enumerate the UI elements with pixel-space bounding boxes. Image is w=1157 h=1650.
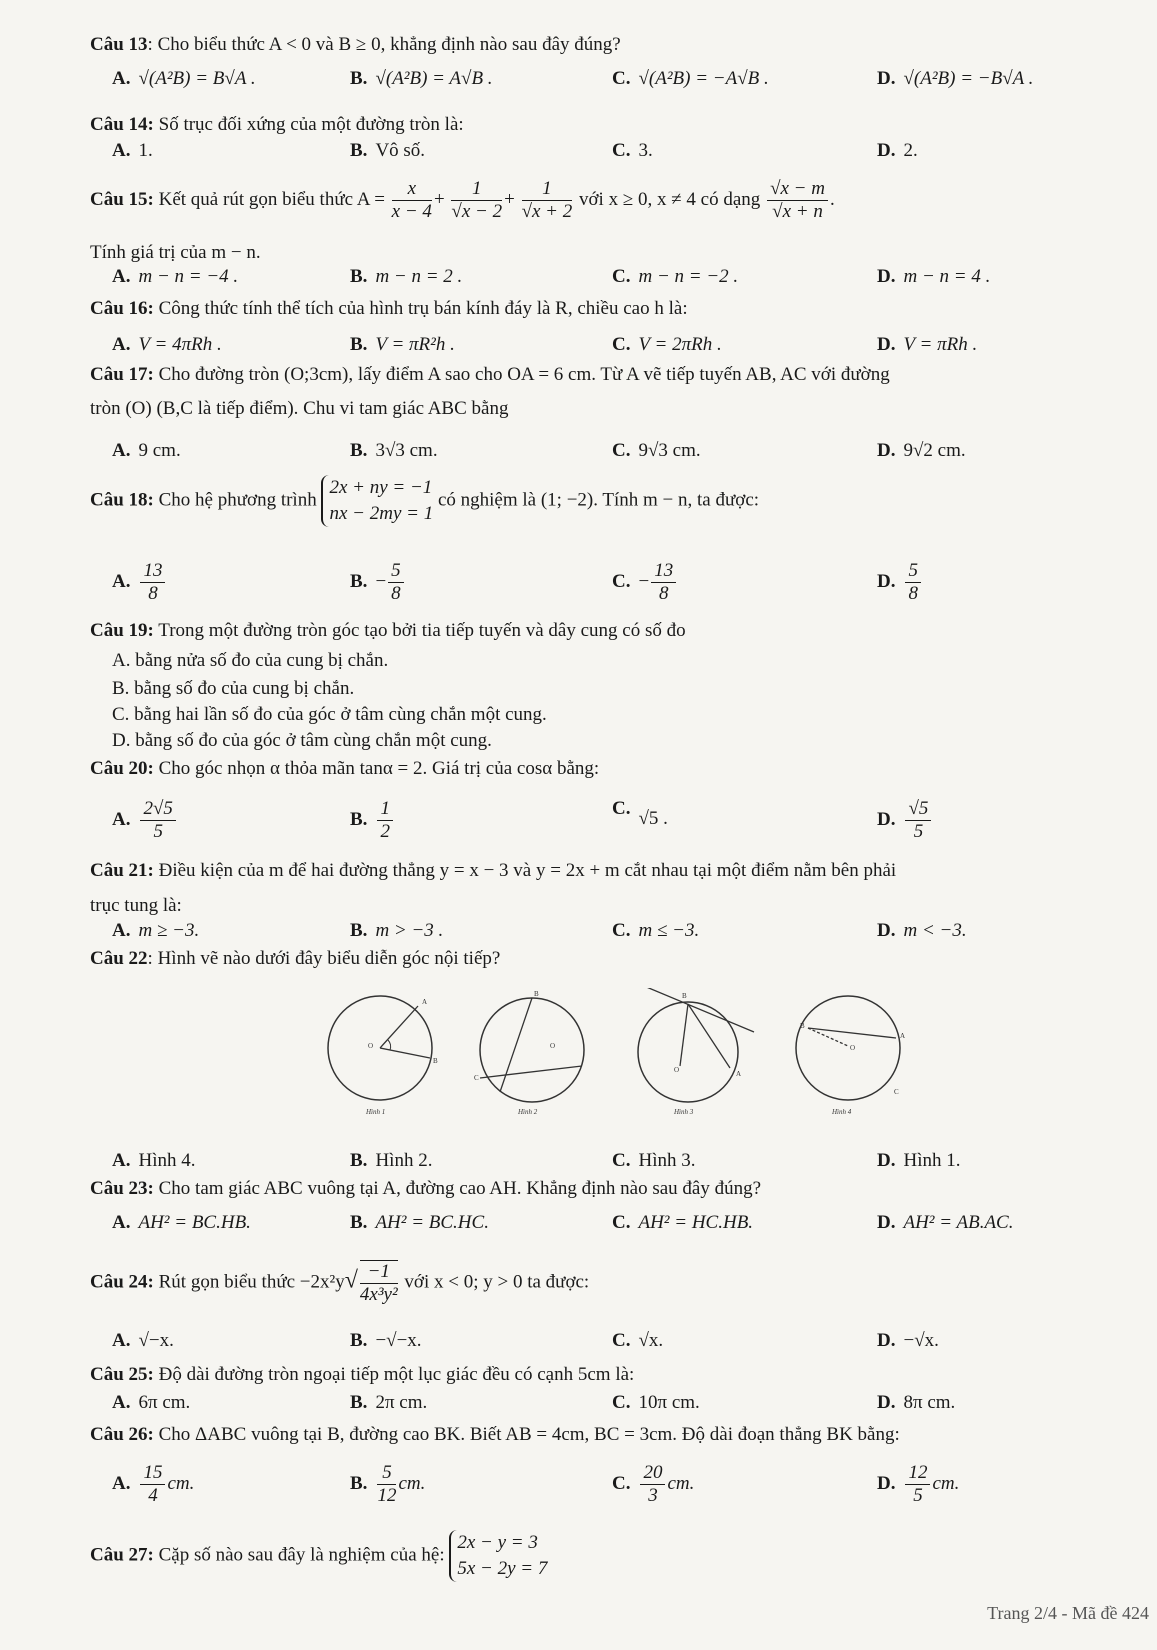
- svg-text:Hình 4: Hình 4: [832, 1108, 852, 1116]
- question-text: Số trục đối xứng của một đường tròn là:: [153, 114, 464, 135]
- question-label: Câu 14:: [90, 114, 154, 135]
- option-d[interactable]: D. bằng số đo của góc ở tâm cùng chắn một cung.: [112, 730, 492, 751]
- figure-1: [318, 988, 448, 1118]
- answer-options-24: [112, 1330, 1122, 1360]
- option-b[interactable]: B. 3√3 cm.: [350, 440, 438, 461]
- answer-options-15: [112, 266, 1122, 296]
- fraction: $\frac{1}{√x + 2}$: [521, 178, 573, 222]
- option-c[interactable]: C. m ≤ −3.: [612, 920, 700, 941]
- question-label: Câu 17:: [90, 364, 154, 385]
- answer-options-14: [112, 140, 1122, 170]
- option-c[interactable]: C. AH² = HC.HB.: [612, 1212, 754, 1233]
- answer-options-26: [112, 1462, 1122, 1512]
- question-text: : Cho biểu thức A < 0 và B ≥ 0, khẳng định nào sau đây đúng?: [147, 34, 621, 55]
- option-d[interactable]: D. −√x.: [877, 1330, 939, 1351]
- answer-options-23: [112, 1212, 1122, 1242]
- option-d[interactable]: D. √(A²B) = −B√A .: [877, 68, 1034, 89]
- svg-text:Hình 3: Hình 3: [674, 1108, 694, 1116]
- option-c[interactable]: C. V = 2πRh .: [612, 334, 722, 355]
- svg-text:A: A: [736, 1070, 742, 1078]
- figure-2: [470, 988, 600, 1118]
- question-text: Cho ΔABC vuông tại B, đường cao BK. Biết AB = 4cm, BC = 3cm. Độ dài đoạn thẳng BK bằng:: [153, 1424, 900, 1445]
- answer-options-20: [112, 798, 1122, 848]
- svg-text:O: O: [674, 1066, 680, 1074]
- svg-text:B: B: [682, 992, 687, 1000]
- option-c[interactable]: C. √x.: [612, 1330, 664, 1351]
- question-label: Câu 26:: [90, 1424, 154, 1445]
- figure-3-drawing: [626, 988, 756, 1118]
- question-23: [90, 1176, 1127, 1202]
- option-b[interactable]: B. $\frac{5}{12}$ cm.: [350, 1462, 426, 1506]
- question-label: Câu 15:: [90, 188, 154, 210]
- option-a[interactable]: A. m ≥ −3.: [112, 920, 200, 941]
- question-24: Câu 24: Rút gọn biểu thức −2x²y√ $\frac{-1}{\text{4x³y²}}$ với x < 0; y > 0 ta được:: [90, 1261, 590, 1305]
- question-label: Câu 24:: [90, 1271, 154, 1293]
- question-15: Câu 15: Kết quả rút gọn biểu thức A = $\frac{x}{x - 4}$ + $\frac{1}{√x - 2}$ + $\frac{1}{√x + 2}$ với x ≥ 0, x ≠ 4 có dạng $\frac{√x - m}{√x + n}$ .: [90, 178, 835, 222]
- fraction: $\frac{x}{x - 4}$: [391, 178, 432, 222]
- option-b[interactable]: B. 2π cm.: [350, 1392, 428, 1413]
- svg-text:B: B: [534, 990, 539, 998]
- question-label: Câu 22: [90, 948, 148, 969]
- option-c[interactable]: C. $\frac{20}{3}$ cm.: [612, 1462, 695, 1506]
- option-d[interactable]: D. 8π cm.: [877, 1392, 956, 1413]
- question-text: Độ dài đường tròn ngoại tiếp một lục giác đều có cạnh 5cm là:: [153, 1364, 635, 1385]
- question-text: Trong một đường tròn góc tạo bởi tia tiếp tuyến và dây cung có số đo: [153, 620, 686, 641]
- option-a[interactable]: A. 1.: [112, 140, 153, 161]
- svg-text:C: C: [894, 1088, 899, 1096]
- option-b[interactable]: B. m − n = 2 .: [350, 266, 463, 287]
- option-b[interactable]: B. V = πR²h .: [350, 334, 455, 355]
- question-label: Câu 21:: [90, 860, 154, 881]
- figure-4-drawing: [788, 988, 918, 1118]
- option-d[interactable]: D. AH² = AB.AC.: [877, 1212, 1014, 1233]
- svg-text:B: B: [800, 1022, 805, 1030]
- option-d[interactable]: D. m − n = 4 .: [877, 266, 991, 287]
- option-d[interactable]: D. 9√2 cm.: [877, 440, 966, 461]
- page-footer: Trang 2/4 - Mã đề 424: [987, 1603, 1149, 1623]
- option-d[interactable]: D. m < −3.: [877, 920, 967, 941]
- option-c[interactable]: C. 3.: [612, 140, 653, 161]
- question-text: Công thức tính thể tích của hình trụ bán kính đáy là R, chiều cao h là:: [153, 298, 688, 319]
- question-label: Câu 27:: [90, 1544, 154, 1566]
- option-a[interactable]: A. V = 4πRh .: [112, 334, 222, 355]
- option-a[interactable]: A. $\frac{13}{8}$: [112, 560, 167, 605]
- option-c[interactable]: C. √(A²B) = −A√B .: [612, 68, 769, 89]
- option-d[interactable]: D. $\frac{5}{8}$: [877, 560, 923, 605]
- option-b[interactable]: B. √(A²B) = A√B .: [350, 68, 493, 89]
- question-text: Cho đường tròn (O;3cm), lấy điểm A sao cho OA = 6 cm. Từ A vẽ tiếp tuyến AB, AC với đường: [153, 364, 890, 385]
- question-26: [90, 1422, 1127, 1448]
- equation-system: 2x + ny = −1 nx − 2my = 1: [321, 475, 433, 527]
- option-a[interactable]: A. $\frac{15}{4}$ cm.: [112, 1462, 195, 1506]
- option-d[interactable]: D. V = πRh .: [877, 334, 978, 355]
- figure-2-drawing: [470, 988, 600, 1118]
- svg-text:A: A: [900, 1032, 906, 1040]
- option-a[interactable]: A. AH² = BC.HB.: [112, 1212, 251, 1233]
- fraction: $\frac{-1}{\text{4x³y²}}$: [359, 1261, 398, 1305]
- option-b[interactable]: B. bằng số đo của cung bị chắn.: [112, 678, 355, 699]
- question-label: Câu 16:: [90, 298, 154, 319]
- option-b[interactable]: B. $\frac{1}{2}$: [350, 798, 395, 843]
- svg-text:A: A: [422, 998, 428, 1006]
- question-22: [90, 946, 1127, 972]
- option-c[interactable]: C. √5 .: [612, 798, 668, 829]
- option-c[interactable]: C. bằng hai lần số đo của góc ở tâm cùng chắn một cung.: [112, 704, 547, 725]
- question-label: Câu 13: [90, 34, 148, 55]
- fraction: $\frac{√x - m}{√x + n}$: [767, 178, 828, 223]
- option-c[interactable]: C. 10π cm.: [612, 1392, 700, 1413]
- fraction: $\frac{1}{√x - 2}$: [451, 178, 503, 222]
- answer-options-25: [112, 1392, 1122, 1422]
- question-text: : Hình vẽ nào dưới đây biểu diễn góc nội tiếp?: [147, 948, 501, 969]
- figure-3: [626, 988, 756, 1118]
- option-b[interactable]: B. Vô số.: [350, 140, 426, 161]
- option-a[interactable]: A. Hình 4.: [112, 1150, 196, 1171]
- option-a[interactable]: A. √(A²B) = B√A .: [112, 68, 256, 89]
- svg-text:Hình 1: Hình 1: [366, 1108, 386, 1116]
- answer-options-17: [112, 440, 1122, 470]
- question-21-line2: trục tung là:: [90, 895, 182, 916]
- figure-4: [788, 988, 918, 1118]
- question-25: [90, 1362, 1127, 1388]
- option-b[interactable]: B. m > −3 .: [350, 920, 444, 941]
- question-27: Câu 27: Cặp số nào sau đây là nghiệm của hệ: 2x − y = 3 5x − 2y = 7: [90, 1530, 1127, 1582]
- question-20: [90, 756, 1127, 782]
- question-label: Câu 19:: [90, 620, 154, 641]
- question-text: Cho góc nhọn α thỏa mãn tanα = 2. Giá trị của cosα bằng:: [153, 758, 600, 779]
- option-b[interactable]: B. − $\frac{5}{8}$: [350, 560, 406, 605]
- option-c[interactable]: C. m − n = −2 .: [612, 266, 739, 287]
- option-b[interactable]: B. AH² = BC.HC.: [350, 1212, 489, 1233]
- option-a[interactable]: A. 9 cm.: [112, 440, 181, 461]
- answer-options-16: [112, 334, 1122, 364]
- question-15-line2: Tính giá trị của m − n.: [90, 242, 261, 263]
- option-b[interactable]: B. Hình 2.: [350, 1150, 433, 1171]
- option-d[interactable]: D. 2.: [877, 140, 918, 161]
- svg-text:C: C: [474, 1074, 479, 1082]
- question-16: [90, 296, 1127, 322]
- question-14: [90, 112, 1127, 138]
- svg-text:O: O: [368, 1042, 374, 1050]
- figure-1-drawing: [318, 988, 448, 1118]
- option-d[interactable]: D. $\frac{√5}{5}$: [877, 798, 933, 843]
- question-text: Cho tam giác ABC vuông tại A, đường cao AH. Khẳng định nào sau đây đúng?: [153, 1178, 762, 1199]
- option-b[interactable]: B. −√−x.: [350, 1330, 422, 1351]
- option-c[interactable]: C. − $\frac{13}{8}$: [612, 560, 678, 605]
- option-a[interactable]: A. $\frac{2√5}{5}$: [112, 798, 178, 843]
- answer-options-18: [112, 560, 1122, 610]
- question-18: Câu 18: Cho hệ phương trình 2x + ny = −1 nx − 2my = 1 có nghiệm là (1; −2). Tính m − n, ta được:: [90, 475, 1127, 527]
- question-text: Điều kiện của m để hai đường thẳng y = x − 3 và y = 2x + m cắt nhau tại một điểm nằm bên phải: [153, 860, 897, 881]
- svg-text:Hình 2: Hình 2: [518, 1108, 538, 1116]
- answer-options-13: [112, 68, 1122, 98]
- option-a[interactable]: A. 6π cm.: [112, 1392, 191, 1413]
- option-a[interactable]: A. m − n = −4 .: [112, 266, 239, 287]
- option-d[interactable]: D. $\frac{12}{5}$ cm.: [877, 1462, 960, 1506]
- svg-text:O: O: [550, 1042, 556, 1050]
- question-label: Câu 18:: [90, 489, 154, 511]
- option-c[interactable]: C. 9√3 cm.: [612, 440, 701, 461]
- question-21: [90, 858, 1127, 884]
- question-13: [90, 32, 1127, 58]
- option-a[interactable]: A. √−x.: [112, 1330, 174, 1351]
- question-19: [90, 618, 1127, 644]
- option-d[interactable]: D. Hình 1.: [877, 1150, 961, 1171]
- question-17-line2: tròn (O) (B,C là tiếp điểm). Chu vi tam giác ABC bằng: [90, 398, 509, 419]
- option-c[interactable]: C. Hình 3.: [612, 1150, 696, 1171]
- svg-text:O: O: [850, 1044, 856, 1052]
- question-label: Câu 20:: [90, 758, 154, 779]
- question-label: Câu 23:: [90, 1178, 154, 1199]
- equation-system: 2x − y = 3 5x − 2y = 7: [449, 1530, 547, 1582]
- question-label: Câu 25:: [90, 1364, 154, 1385]
- svg-text:B: B: [433, 1057, 438, 1065]
- question-17: [90, 362, 1127, 388]
- option-a[interactable]: A. bằng nửa số đo của cung bị chắn.: [112, 650, 389, 671]
